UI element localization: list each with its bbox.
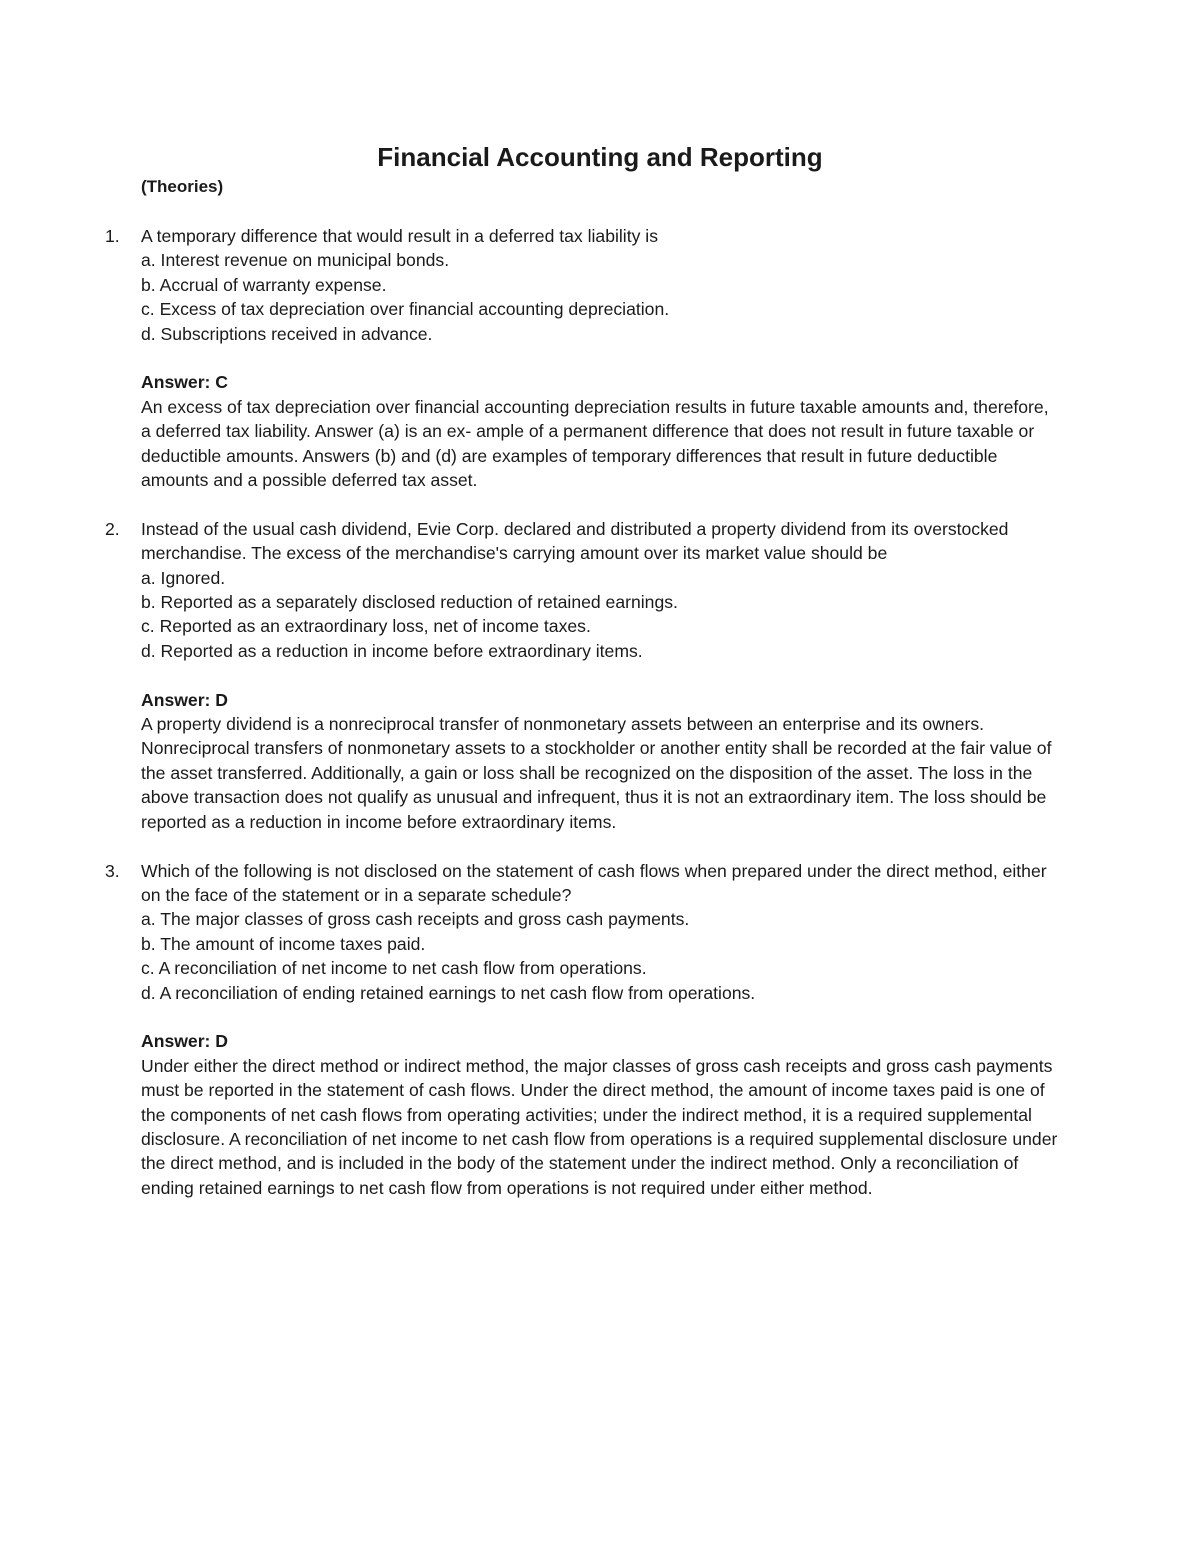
option-a: a. Ignored. [141,567,226,588]
question-item [0,517,1200,834]
question-number: 3. [105,860,120,881]
answer-label: Answer: D [141,689,229,710]
option-d: d. Subscriptions received in advance. [141,323,433,344]
question-list [0,224,1200,1225]
option-a: a. Interest revenue on municipal bonds. [141,250,450,271]
page-subtitle: (Theories) [141,177,224,196]
option-c: c. Excess of tax depreciation over financial accounting depreciation. [141,299,670,320]
question-body [141,224,1061,492]
answer-explanation: A property dividend is a nonreciprocal transfer of nonmonetary assets between an enterprise and its owners. Nonreciprocal transfers of nonmonetary assets to a stockholder or another entity shall be recorded at the fair value of the asset transferred. Additionally, a gain or loss shall be recognized on the disposition of the asset. The loss in the above transaction does not qualify as unusual and infrequent, thus it is not an extraordinary item. The loss should be reported as a reduction in income before extraordinary items. [141,714,1052,832]
option-b: b. Accrual of warranty expense. [141,274,387,295]
question-body [141,517,1061,834]
option-d: d. Reported as a reduction in income before extraordinary items. [141,640,643,661]
question-body [141,859,1061,1201]
option-d: d. A reconciliation of ending retained earnings to net cash flow from operations. [141,982,756,1003]
option-b: b. Reported as a separately disclosed reduction of retained earnings. [141,592,678,613]
answer-explanation: Under either the direct method or indirect method, the major classes of gross cash receipts and gross cash payments must be reported in the statement of cash flows. Under the direct method, the amount of income taxes paid is one of the components of net cash flows from operating activities; under the indirect method, it is a required supplemental disclosure. A reconciliation of net income to net cash flow from operations is a required supplemental disclosure under the direct method, and is included in the body of the statement under the indirect method. Only a reconciliation of ending retained earnings to net cash flow from operations is not required under either method. [141,1055,1058,1198]
option-b: b. The amount of income taxes paid. [141,933,426,954]
answer-label: Answer: D [141,1031,229,1052]
page-title: Financial Accounting and Reporting [377,142,823,172]
question-number: 1. [105,226,120,246]
option-c: c. A reconciliation of net income to net cash flow from operations. [141,958,647,979]
answer-label: Answer: C [141,372,229,393]
question-number: 2. [105,518,120,539]
question-text: Instead of the usual cash dividend, Evie Corp. declared and distributed a property dividend from its overstocked merchandise. The excess of the merchandise's carrying amount over its market value should be [141,518,1009,564]
option-a: a. The major classes of gross cash receipts and gross cash payments. [141,909,690,930]
answer-explanation: An excess of tax depreciation over financial accounting depreciation results in future taxable amounts and, therefore, a deferred tax liability. Answer (a) is an ex- ample of a permanent difference that does not result in future taxable or deductible amounts. Answers (b) and (d) are examples of temporary differences that result in future deductible amounts and a possible deferred tax asset. [141,396,1049,491]
question-text: Which of the following is not disclosed on the statement of cash flows when prepared under the direct method, either on the face of the statement or in a separate schedule? [141,860,1047,905]
question-item [0,859,1200,1201]
question-text: A temporary difference that would result in a deferred tax liability is [141,226,658,246]
option-c: c. Reported as an extraordinary loss, net of income taxes. [141,616,591,637]
question-item [0,224,1200,492]
